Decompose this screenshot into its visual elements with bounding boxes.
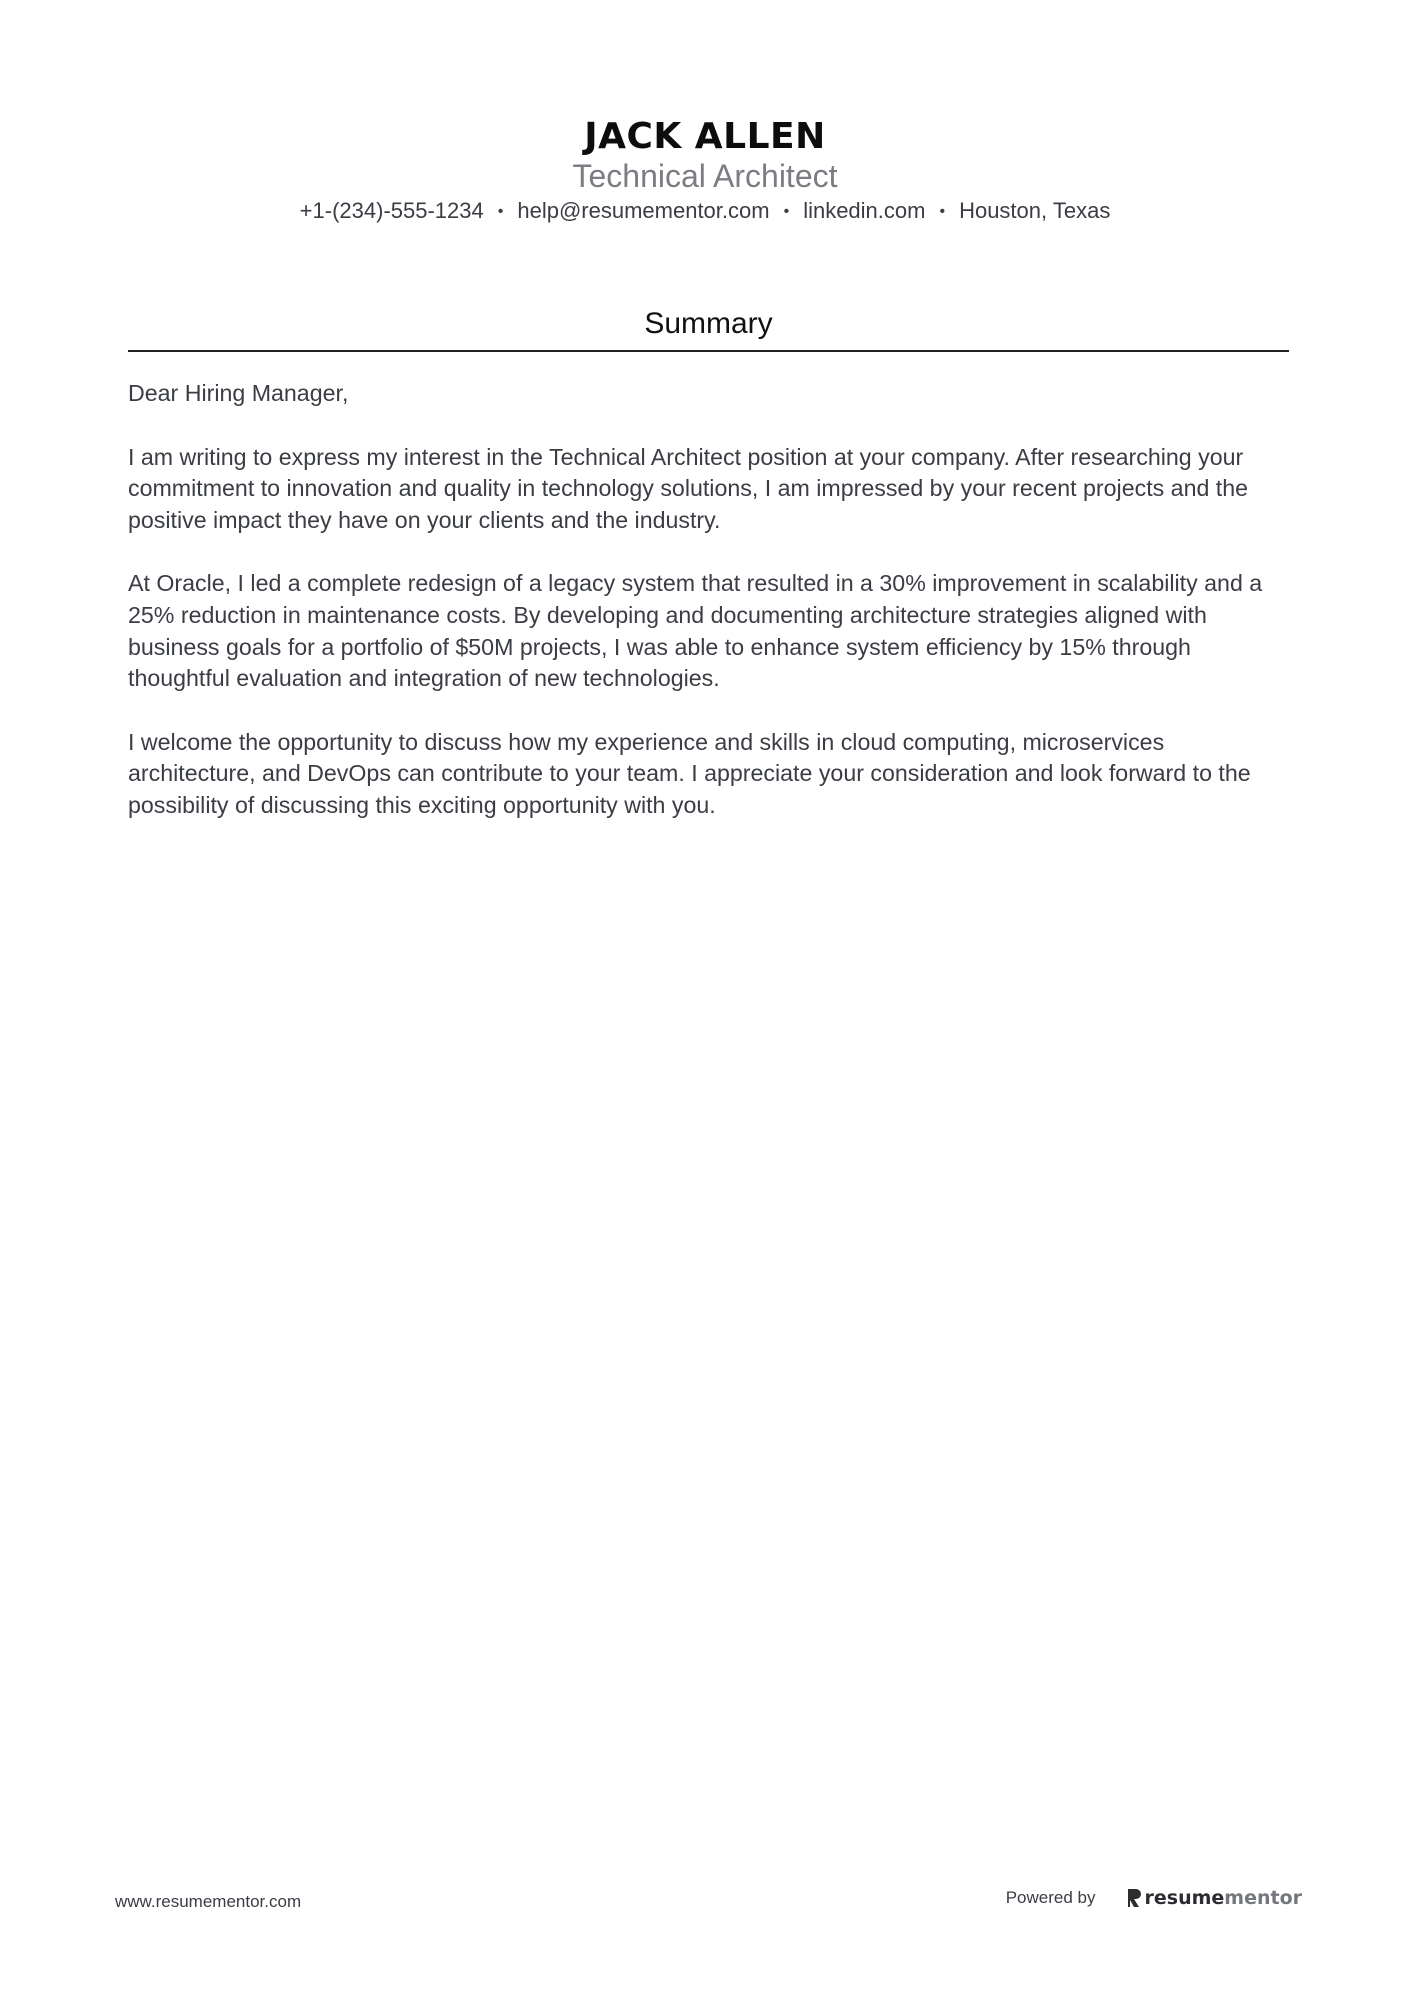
- contact-location: Houston, Texas: [959, 198, 1111, 223]
- brand-logo: [1126, 1887, 1303, 1909]
- contact-separator: •: [939, 203, 946, 220]
- candidate-name: JACK ALLEN: [584, 116, 826, 157]
- footer-branding: [1006, 1887, 1302, 1909]
- brand-text-resume: resume: [1144, 1887, 1225, 1909]
- contact-separator: •: [497, 203, 504, 220]
- contact-email: help@resumementor.com: [517, 198, 770, 223]
- contact-line: [0, 196, 1410, 227]
- contact-linkedin: linkedin.com: [803, 198, 926, 223]
- section-title-summary: Summary: [128, 302, 1289, 352]
- brand-text-mentor: mentor: [1224, 1887, 1302, 1909]
- resume-header: [0, 112, 1410, 227]
- contact-phone: +1-(234)-555-1234: [299, 198, 484, 223]
- letter-paragraph: I am writing to express my interest in the Technical Architect position at your company. After researching your commitment to innovation and quality in technology solutions, I am impressed by your recent projects and the positive impact they have on your clients and the industry.: [128, 443, 1249, 533]
- job-title: Technical Architect: [572, 158, 838, 194]
- letter-salutation: Dear Hiring Manager,: [128, 380, 349, 406]
- cover-letter-body: [128, 378, 1293, 854]
- resumementor-logo-icon: [1126, 1888, 1142, 1908]
- footer-website: www.resumementor.com: [115, 1892, 302, 1911]
- powered-by-label: Powered by: [1005, 1888, 1096, 1907]
- letter-paragraph: At Oracle, I led a complete redesign of a legacy system that resulted in a 30% improvement in scalability and a 25% reduction in maintenance costs. By developing and documenting architecture strategies aligned with business goals for a portfolio of $50M projects, I was able to enhance system efficiency by 15% through thoughtful evaluation and integration of new technologies.: [128, 570, 1263, 692]
- letter-paragraph: I welcome the opportunity to discuss how my experience and skills in cloud computing, microservices architecture, and DevOps can contribute to your team. I appreciate your consideration and look forward to the possibility of discussing this exciting opportunity with you.: [128, 728, 1251, 818]
- contact-separator: •: [783, 203, 790, 220]
